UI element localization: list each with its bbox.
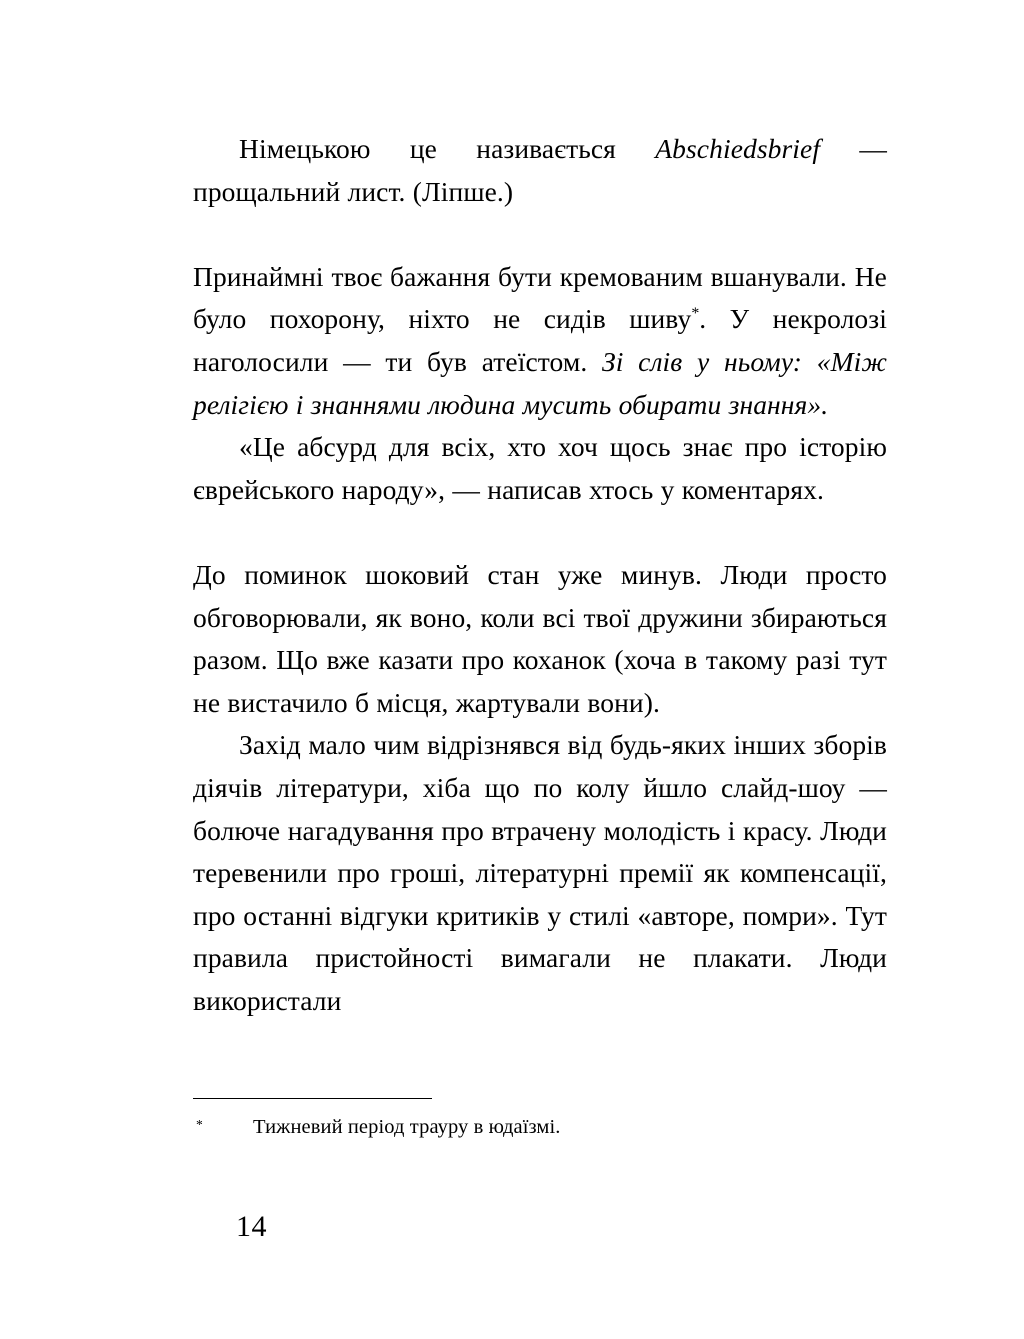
text-run: — прощальний лист. (Ліпше.) [193,133,888,207]
text-run-italic: Abschiedsbrief [655,133,821,164]
footnote-reference-marker: * [691,305,700,323]
paragraph [193,128,887,213]
body-text-column [193,128,887,1022]
footnote [193,1113,887,1141]
text-run: «Це абсурд для всіх, хто хоч щось знає про історію єврейського народу», — написав хтось у коментарях. [193,431,887,505]
text-run-italic: Зі слів у ньому: «Між релігією і знаннями людина мусить обирати знання». [193,345,888,420]
footnote-separator-rule [193,1098,432,1099]
footnote-marker: * [196,1117,203,1132]
text-run: Захід мало чим відрізнявся від будь-яких інших зборів діячів літератури, хіба що по колу йшло слайд-шоу — болюче нагадування про втрачену молодість і красу. Люди теревенили про гроші, літературні премії як компенсації, про останні відгуки критиків у стилі «авторе, помри». Тут правила пристойності вимагали не плакати. Люди використали [193,729,887,1016]
text-run: . У некролозі наголосили — ти був атеїстом. [193,303,887,377]
paragraph [193,426,887,511]
footnote-area [193,1098,887,1141]
paragraph [193,724,887,1022]
paragraph [193,554,887,724]
footnote-text: Тижневий період трауру в юдаїзмі. [253,1116,561,1138]
text-run: До поминок шоковий стан уже минув. Люди просто обговорювали, як воно, коли всі твої дружини збираються разом. Що вже казати про коханок (хоча в такому разі тут не вистачило б місця, жартували вони). [193,558,887,718]
page-number: 14 [236,1210,267,1243]
text-run: Німецькою це називається [239,133,656,164]
text-run: Принаймні твоє бажання бути кремованим вшанували. Не було похорону, ніхто не сидів шиву [193,260,887,335]
paragraph [193,256,887,426]
